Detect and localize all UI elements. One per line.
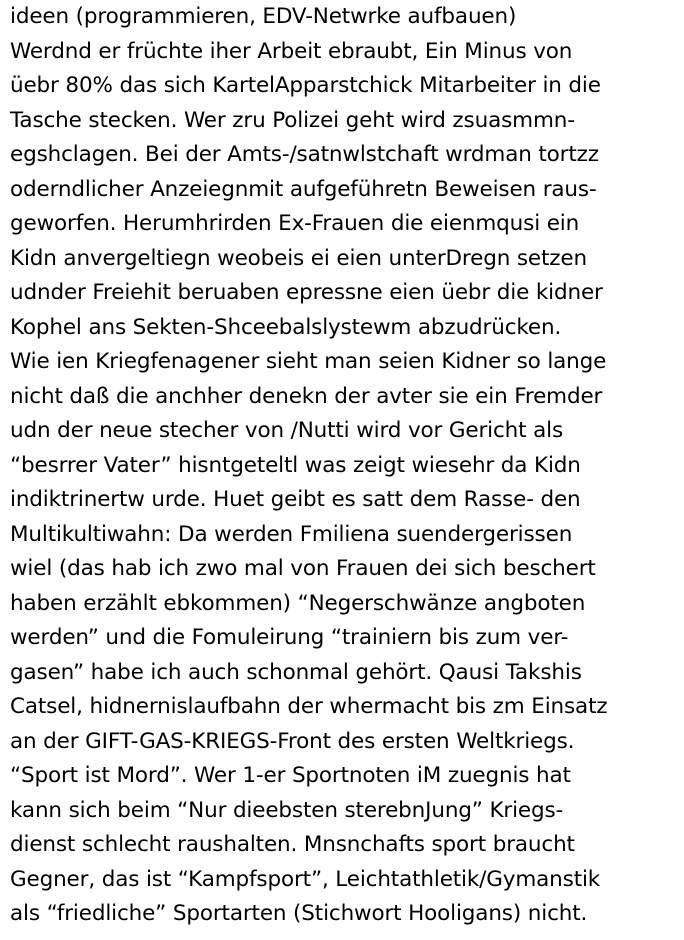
text-line-24: kann sich beim “Nur dieebsten sterebnJung” Kriegs- <box>10 797 564 823</box>
text-line-22: an der GIFT-GAS-KRIEGS-Front des ersten Weltkriegs. <box>10 728 575 754</box>
text-line-18: haben erzählt ebkommen) “Negerschwänze angboten <box>10 590 586 616</box>
text-line-23: “Sport ist Mord”. Wer 1-er Sportnoten iM zuegnis hat <box>10 763 571 788</box>
text-line-9: udnder Freiehit beruaben epressne eien üebr die kidner <box>10 280 603 305</box>
text-line-8: Kidn anvergeltiegn weobeis ei eien unterDregn setzen <box>10 245 587 271</box>
text-line-2: Werdnd er früchte iher Arbeit ebraubt, Ein Minus von <box>10 38 573 64</box>
text-line-17: wiel (das hab ich zwo mal von Frauen dei sich beschert <box>10 556 596 581</box>
text-line-19: werden” und die Fomuleirung “trainiern bis zum ver- <box>10 625 569 650</box>
text-line-15: indiktrinertw urde. Huet geibt es satt dem Rasse- den <box>10 487 581 512</box>
text-line-1: ideen (programmieren, EDV-Netwrke aufbauen) <box>10 4 517 29</box>
text-line-16: Multikultiwahn: Da werden Fmiliena suendergerissen <box>10 521 573 547</box>
document-page <box>10 0 678 932</box>
text-line-14: “besrrer Vater” hisntgeteltl was zeigt wiesehr da Kidn <box>10 452 581 478</box>
text-line-4: Tasche stecken. Wer zru Polizei geht wird zsuasmmn- <box>10 107 575 133</box>
text-line-3: üebr 80% das sich KartelApparstchick Mitarbeiter in die <box>10 73 601 98</box>
text-line-25: dienst schlecht raushalten. Mnsnchafts sport braucht <box>10 832 575 857</box>
text-line-5: egshclagen. Bei der Amts-/satnwlstchaft wrdman tortzz <box>10 142 599 167</box>
text-line-27: als “friedliche” Sportarten (Stichwort Hooligans) nicht. <box>10 901 588 926</box>
text-line-11: Wie ien Kriegfenagener sieht man seien Kidner so lange <box>10 349 607 374</box>
text-line-26: Gegner, das ist “Kampfsport”, Leichtathletik/Gymanstik <box>10 866 601 892</box>
text-line-20: gasen” habe ich auch schonmal gehört. Qausi Takshis <box>10 659 582 685</box>
text-line-13: udn der neue stecher von /Nutti wird vor Gericht als <box>10 418 564 443</box>
text-line-21: Catsel, hidnernislaufbahn der whermacht bis zm Einsatz <box>10 694 608 719</box>
text-line-12: nicht daß die anchher denekn der avter sie ein Fremder <box>10 383 603 409</box>
text-line-7: geworfen. Herumhrirden Ex-Frauen die eienmqusi ein <box>10 211 580 236</box>
text-line-6: oderndlicher Anzeiegnmit aufgeführetn Beweisen raus- <box>10 176 597 202</box>
text-line-10: Kophel ans Sekten-Shceebalslystewm abzudrücken. <box>10 314 562 340</box>
